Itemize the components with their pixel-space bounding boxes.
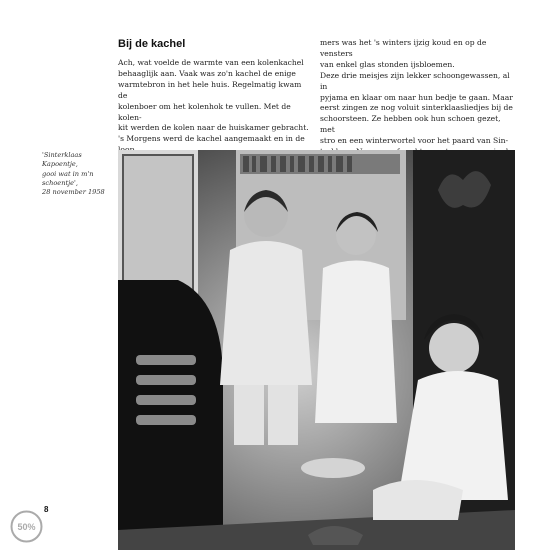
caption-line: 'Sinterklaas Kapoentje, <box>42 151 82 169</box>
text-line: schoorsteen. Ze hebben ook hun schoen gezet, met <box>320 114 501 135</box>
text-line: van enkel glas stonden ijsbloemen. <box>320 59 455 69</box>
watermark-text: 50% <box>17 522 36 532</box>
text-line: kolenboer om het kolenhok te vullen. Met de kolen- <box>118 101 291 122</box>
caption-line: gooi wat in m'n <box>42 169 94 178</box>
page-number: 8 <box>44 505 49 514</box>
article-heading: Bij de kachel <box>118 38 186 50</box>
bol-watermark-icon <box>10 510 43 543</box>
text-line: stro en een winterwortel voor het paard van Sin- <box>320 136 509 146</box>
historic-photo <box>118 150 515 550</box>
caption-line: 28 november 1958 <box>42 188 105 197</box>
text-line: kit werden de kolen naar de huiskamer gebracht. <box>118 123 309 133</box>
text-line: eerst zingen ze nog voluit sinterklaasliedjes bij de <box>320 103 513 113</box>
photo-caption <box>42 151 117 197</box>
text-line: Deze drie meisjes zijn lekker schoongewassen, al in <box>320 70 510 91</box>
text-line: 's Morgens werd de kachel aangemaakt en in de <box>118 134 305 144</box>
text-line: pyjama en klaar om naar hun bedje te gaan. Maar <box>320 92 513 102</box>
photo-illustration <box>118 150 515 550</box>
text-line: behaaglijk aan. Vaak was zo'n kachel de enige <box>118 68 296 78</box>
text-line: Ach, wat voelde de warmte van een kolenkachel <box>118 58 304 67</box>
text-line: warmtebron in het hele huis. Regelmatig kwam de <box>118 79 302 100</box>
text-line: mers was het 's winters ijzig koud en op de vensters <box>320 38 487 58</box>
winter-carrot <box>301 458 365 478</box>
caption-line: schoentje', <box>42 178 78 187</box>
